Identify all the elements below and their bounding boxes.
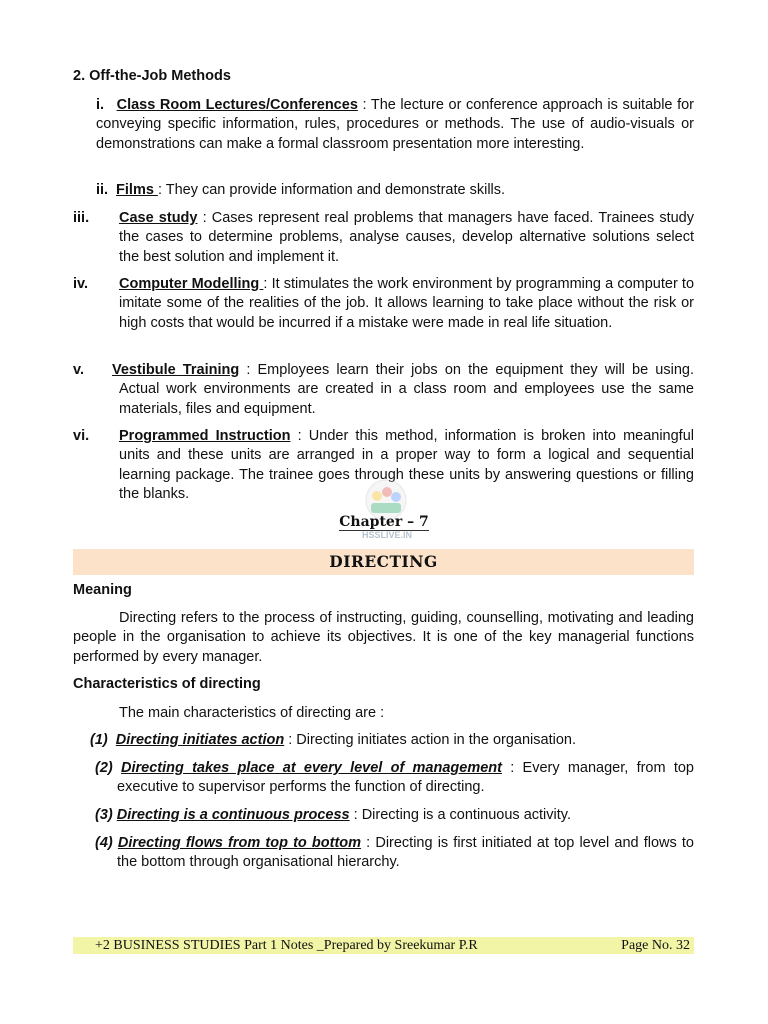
method-item [73,209,694,267]
watermark-text: HSSLIVE.IN [362,530,413,540]
method-number: vi. [73,428,90,444]
characteristic-number: (4) [95,835,113,851]
method-term: Films [116,182,158,198]
method-number: iii. [73,210,90,226]
characteristic-term: Directing flows from top to bottom [117,835,362,851]
characteristic-text: : Directing initiates action in the organisation. [284,732,576,748]
method-number: v. [73,362,85,378]
footer-title: +2 BUSINESS STUDIES Part 1 Notes _Prepared by Sreekumar P.R [95,938,478,953]
method-number: iv. [73,276,89,292]
method-text: : They can provide information and demonstrate skills. [157,182,506,198]
method-text: : It stimulates the work environment by programming a computer to imitate some of the realities of the job. It allows learning to take place without the risk or high costs that would be incurred if a mistake were made in real life situation. [119,276,695,331]
method-term: Programmed Instruction [119,428,291,444]
method-item [96,181,694,200]
method-text: : Cases represent real problems that managers have faced. Trainees study the cases to determine problems, analyse causes, develop alternative solutions select the best solution and implement it. [119,210,694,265]
method-text: : Under this method, information is broken into meaningful units and these units are arranged in a proper way to form a logical and sequential learning package. The trainee goes through these units by answering questions or filling the blanks. [119,428,694,503]
chapter-title: DIRECTING [73,549,694,575]
method-text: : Employees learn their jobs on the equipment they will be using. Actual work environments are created in a class room and employees use the same materials, files and equipment. [119,362,694,417]
method-term: Case study [119,210,198,226]
method-item [96,96,694,154]
section-heading: 2. Off-the-Job Methods [73,68,231,84]
characteristic-item [90,731,694,750]
characteristics-intro: The main characteristics of directing are : [119,705,385,721]
page-number: Page No. 32 [621,938,690,953]
characteristic-text: : Directing is first initiated at top level and flows to the bottom through organisational hierarchy. [117,835,694,871]
meaning-paragraph: Directing refers to the process of instructing, guiding, counselling, motivating and leading people in the organisation to achieve its objectives. It is one of the key managerial functions performed by every manager. [73,610,694,665]
characteristic-term: Directing is a continuous process [116,807,350,823]
chapter-label: Chapter – 7 [339,514,429,530]
page-footer [73,937,694,954]
method-number: i. [96,97,105,113]
characteristic-text: : Directing is a continuous activity. [349,807,571,823]
method-item [73,275,695,333]
characteristic-number: (1) [90,732,108,748]
characteristic-item [95,806,694,825]
method-number: ii. [96,182,109,198]
characteristic-text: : Every manager, from top executive to supervisor performs the function of directing. [117,760,694,796]
characteristic-number: (3) [95,807,113,823]
characteristic-item [95,834,694,873]
characteristic-term: Directing takes place at every level of management [121,760,502,776]
characteristic-item [95,759,694,798]
method-term: Vestibule Training [112,362,240,378]
method-item [73,361,694,419]
meaning-heading: Meaning [73,582,132,598]
characteristic-number: (2) [95,760,113,776]
method-term: Class Room Lectures/Conferences [116,97,358,113]
characteristic-term: Directing initiates action [115,732,285,748]
method-term: Computer Modelling [119,276,264,292]
characteristics-heading: Characteristics of directing [73,676,261,692]
method-text: : The lecture or conference approach is suitable for conveying specific information, rules, procedures or methods. The use of audio-visuals or demonstrations can make a formal classroom presentation more interesting. [96,97,695,152]
